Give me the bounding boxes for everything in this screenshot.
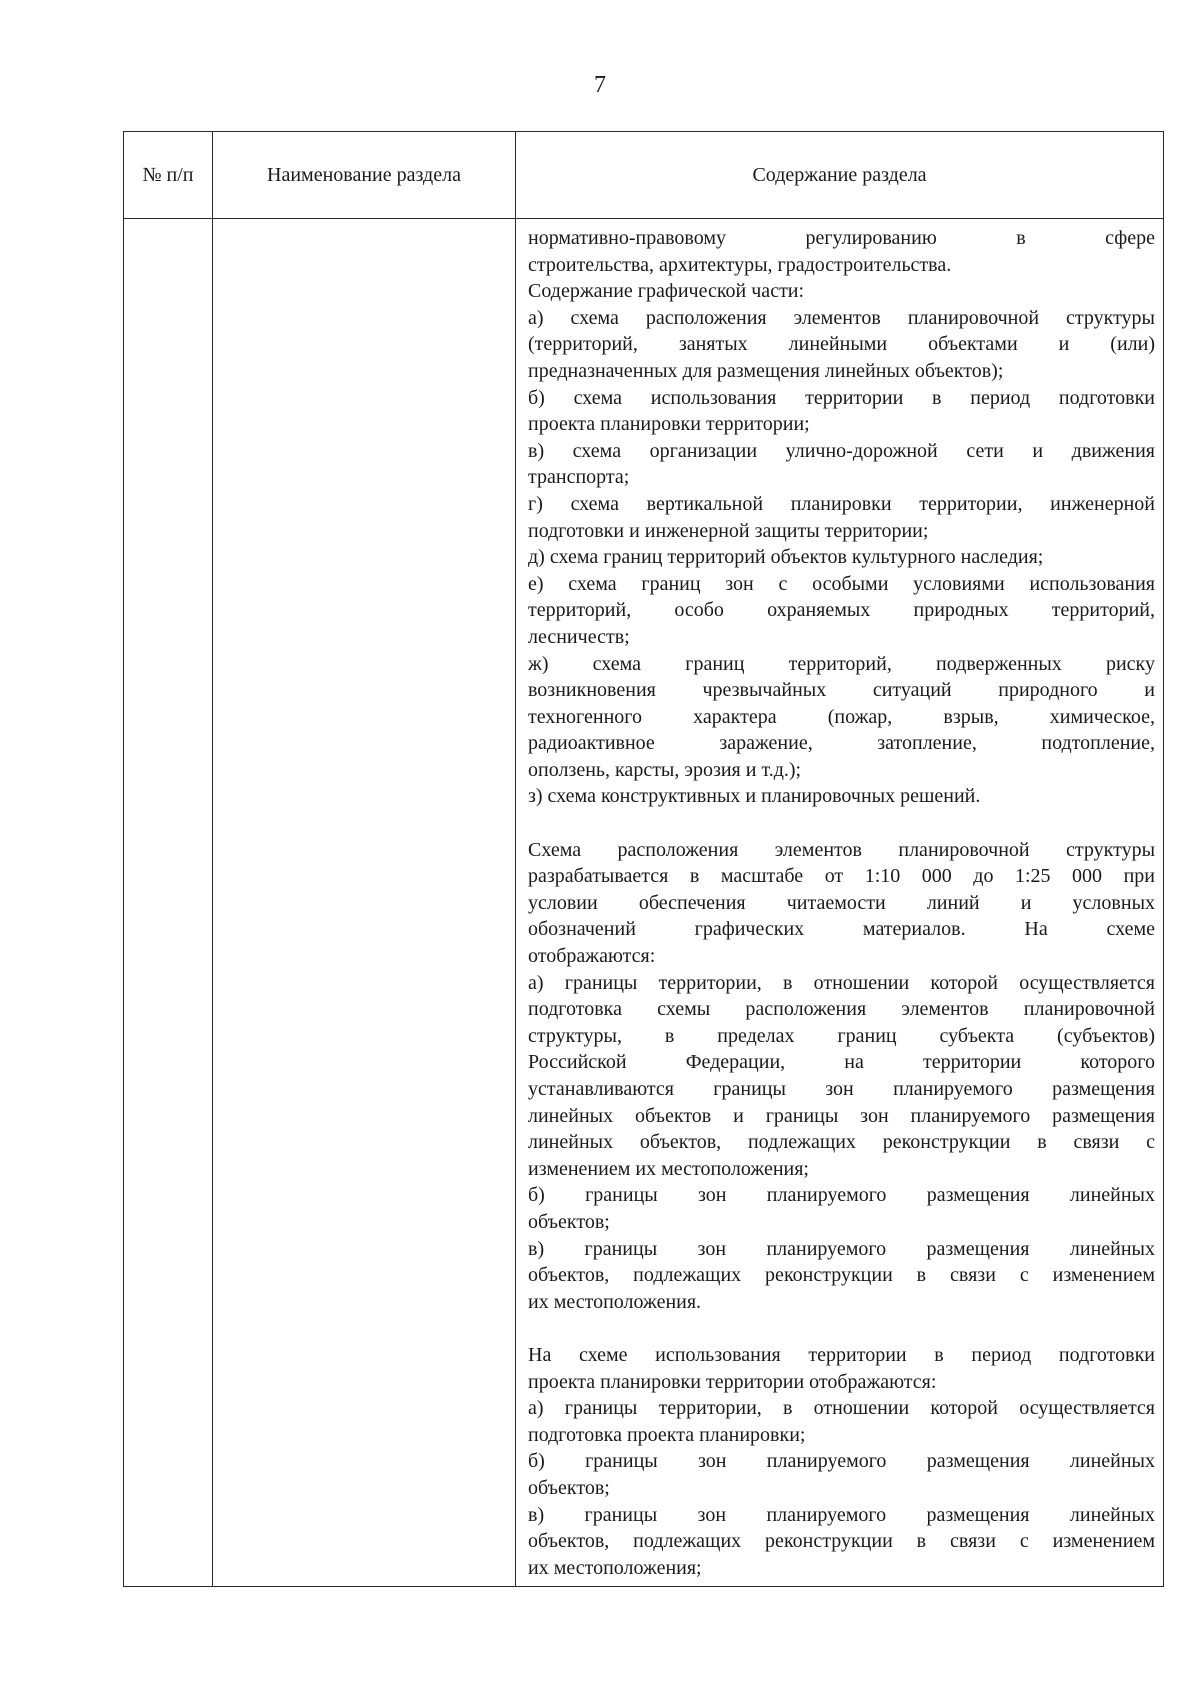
text-line: предназначенных для размещения линейных объектов); [528, 359, 1004, 382]
text-line: б) границы зон планируемого размещения линейных [528, 1184, 1155, 1207]
text-line: проекта планировки территории отображаются: [528, 1370, 937, 1393]
text-line: объектов, подлежащих реконструкции в связи с изменением [528, 1530, 1155, 1553]
text-line: подготовка схемы расположения элементов планировочной [528, 998, 1155, 1021]
text-line: изменением их местоположения; [528, 1157, 809, 1180]
text-line: линейных объектов, подлежащих реконструкции в связи с [528, 1131, 1155, 1154]
text-line: нормативно-правовому регулированию в сфере [528, 227, 1155, 249]
text-line: На схеме использования территории в период подготовки [528, 1343, 1155, 1366]
text-line: лесничеств; [528, 625, 630, 648]
text-line: линейных объектов и границы зон планируемого размещения [528, 1104, 1155, 1127]
text-line: структуры, в пределах границ субъекта (субъектов) [528, 1024, 1155, 1047]
text-line: а) границы территории, в отношении которой осуществляется [528, 971, 1155, 994]
header-number: № п/п [124, 132, 213, 219]
text-line: условии обеспечения читаемости линий и условных [528, 891, 1155, 914]
text-line: б) границы зон планируемого размещения линейных [528, 1450, 1155, 1473]
text-line: а) границы территории, в отношении которой осуществляется [528, 1397, 1155, 1420]
text-line: транспорта; [528, 466, 630, 489]
row-number-cell [124, 219, 213, 1587]
text-line: г) схема вертикальной планировки территории, инженерной [528, 492, 1155, 515]
text-line: территорий, особо охраняемых природных территорий, [528, 599, 1155, 622]
text-line: возникновения чрезвычайных ситуаций природного и [528, 679, 1155, 702]
row-content-cell [516, 219, 1164, 1587]
text-line: их местоположения. [528, 1290, 702, 1313]
text-line: (территорий, занятых линейными объектами и (или) [528, 333, 1155, 356]
text-line: их местоположения; [528, 1556, 702, 1579]
header-section-content: Содержание раздела [516, 132, 1164, 219]
text-line: в) границы зон планируемого размещения линейных [528, 1237, 1155, 1260]
text-line: объектов, подлежащих реконструкции в связи с изменением [528, 1264, 1155, 1287]
text-line: строительства, архитектуры, градостроительства. [528, 253, 952, 276]
text-line: подготовка проекта планировки; [528, 1423, 806, 1446]
text-line: ж) схема границ территорий, подверженных риску [528, 652, 1155, 675]
text-line: Схема расположения элементов планировочной структуры [528, 838, 1155, 861]
paragraph-gap [528, 810, 1155, 837]
row-section-name-cell [213, 219, 516, 1587]
text-line: Российской Федерации, на территории которого [528, 1051, 1155, 1074]
text-line: проекта планировки территории; [528, 413, 810, 436]
text-line: подготовки и инженерной защиты территории; [528, 519, 929, 542]
text-line: обозначений графических материалов. На схеме [528, 918, 1155, 941]
text-line: б) схема использования территории в период подготовки [528, 386, 1155, 409]
text-line: е) схема границ зон с особыми условиями использования [528, 572, 1155, 595]
text-line: з) схема конструктивных и планировочных решений. [528, 785, 981, 808]
table-row [124, 219, 1164, 1587]
content-table [123, 131, 1164, 1587]
page-number: 7 [594, 72, 606, 98]
section-content-text [528, 225, 1155, 1581]
text-line: Содержание графической части: [528, 280, 805, 303]
table-header-row [124, 132, 1164, 219]
header-section-name: Наименование раздела [213, 132, 516, 219]
text-line: в) границы зон планируемого размещения линейных [528, 1503, 1155, 1526]
text-line: техногенного характера (пожар, взрыв, химическое, [528, 705, 1155, 728]
text-line: отображаются: [528, 945, 656, 968]
text-line: д) схема границ территорий объектов культурного наследия; [528, 546, 1044, 569]
text-line: радиоактивное заражение, затопление, подтопление, [528, 732, 1155, 755]
text-line: разрабатывается в масштабе от 1:10 000 до 1:25 000 при [528, 865, 1155, 888]
paragraph-gap [528, 1315, 1155, 1342]
text-line: объектов; [528, 1476, 610, 1499]
text-line: оползень, карсты, эрозия и т.д.); [528, 758, 802, 781]
text-line: устанавливаются границы зон планируемого размещения [528, 1078, 1155, 1100]
text-line: объектов; [528, 1210, 610, 1233]
text-line: в) схема организации улично-дорожной сети и движения [528, 439, 1155, 462]
text-line: а) схема расположения элементов планировочной структуры [528, 306, 1155, 329]
